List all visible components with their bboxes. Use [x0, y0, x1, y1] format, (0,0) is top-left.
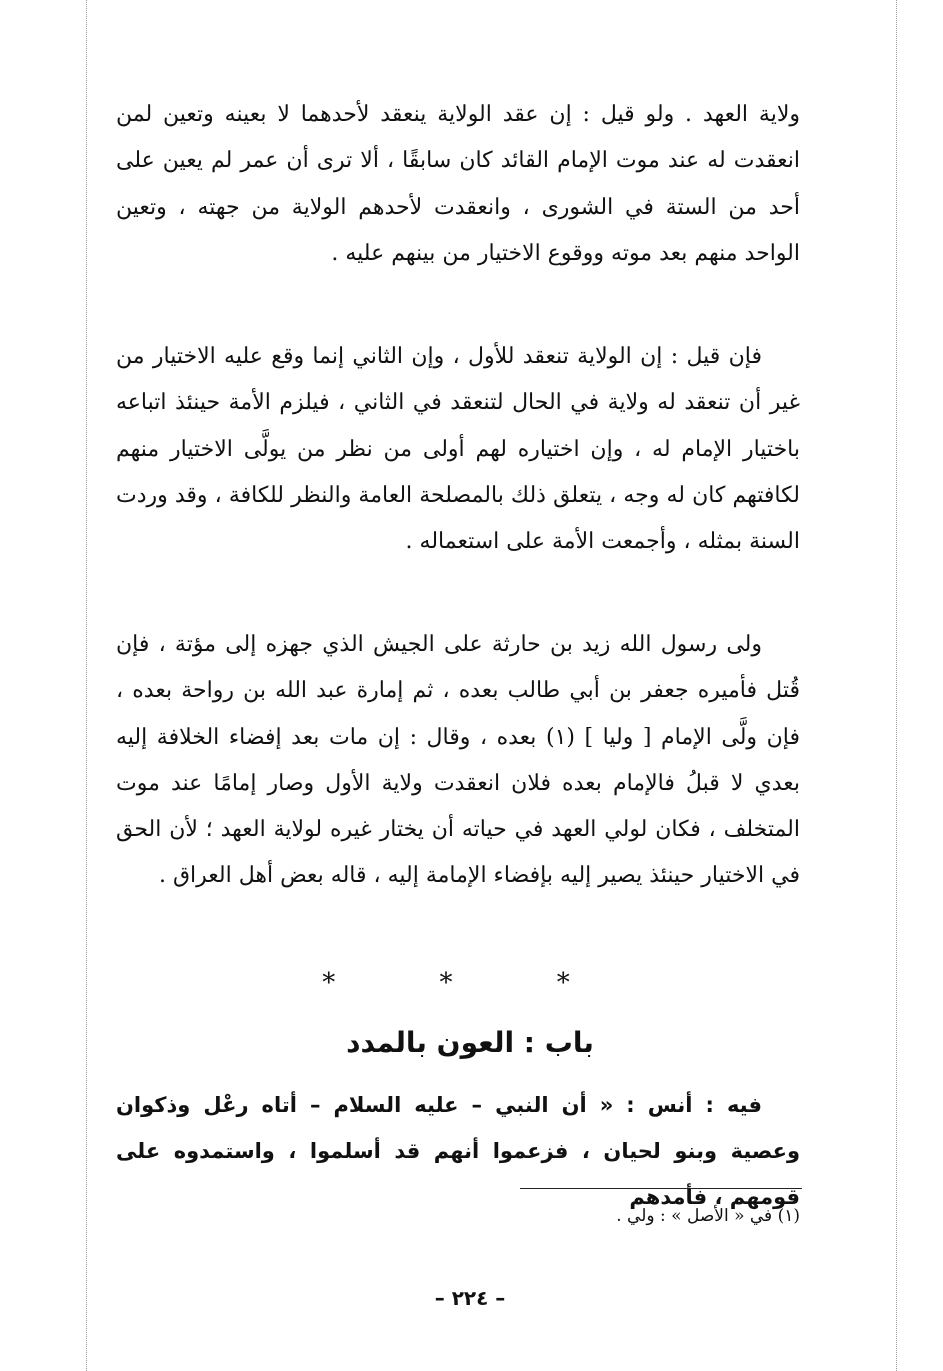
paragraph-2: فإن قيل : إن الولاية تنعقد للأول ، وإن الثاني إنما وقع عليه الاختيار من غير أن تنعقد له ولاية في الحال لتنعقد في الثاني ، فيلزم الأمة حينئذ اتباعه باختيار الإمام له ، وإن اختياره لهم أولى من نظر من يولَّى الاختيار منهم لكافتهم كان له وجه ، يتعلق ذلك بالمصلحة العامة والنظر للكافة ، وقد وردت السنة بمثله ، وأجمعت الأمة على استعماله .	[116, 344, 800, 555]
footnote: (١) في « الأصل » : ولي .	[616, 1206, 800, 1226]
paragraph-3: ولى رسول الله زيد بن حارثة على الجيش الذي جهزه إلى مؤتة ، فإن قُتل فأميره جعفر بن أبي طالب بعده ، ثم إمارة عبد الله بن رواحة بعده ، فإن ولَّى الإمام [ وليا ] (١) بعده ، وقال : إن مات بعد إفضاء الخلافة إليه بعدي لا قبلُ فالإمام بعده فلان انعقدت ولاية الأول وصار إمامًا عند موت المتخلف ، فكان لولي العهد في حياته أن يختار غيره لولاية العهد ؛ لأن الحق في الاختيار حينئذ يصير إليه بإفضاء الإمامة إليه ، قاله بعض أهل العراق .	[116, 632, 800, 889]
chapter-heading: باب : العون بالمدد	[346, 1026, 594, 1059]
footnote-rule	[520, 1188, 802, 1189]
scan-edge-left	[86, 0, 87, 1371]
page-number: – ٢٢٤ –	[434, 1286, 506, 1310]
scan-edge-right	[896, 0, 897, 1371]
section-separator: * * *	[322, 968, 618, 998]
paragraph-1: ولاية العهد . ولو قيل : إن عقد الولاية ينعقد لأحدهما لا بعينه وتعين لمن انعقدت له عند موت الإمام القائد كان سابقًا ، ألا ترى أن عمر لم يعين على أحد من الستة في الشورى ، وانعقدت لأحدهم الولاية من جهته ، وتعين الواحد منهم بعد موته ووقوع الاختيار من بينهم عليه .	[116, 102, 800, 266]
paragraph-4: فيه : أنس : « أن النبي – عليه السلام – أتاه رعْل وذكوان وعصية وبنو لحيان ، فزعموا أنهم قد أسلموا ، واستمدوه على قومهم ، فأمدهم	[116, 1093, 800, 1209]
